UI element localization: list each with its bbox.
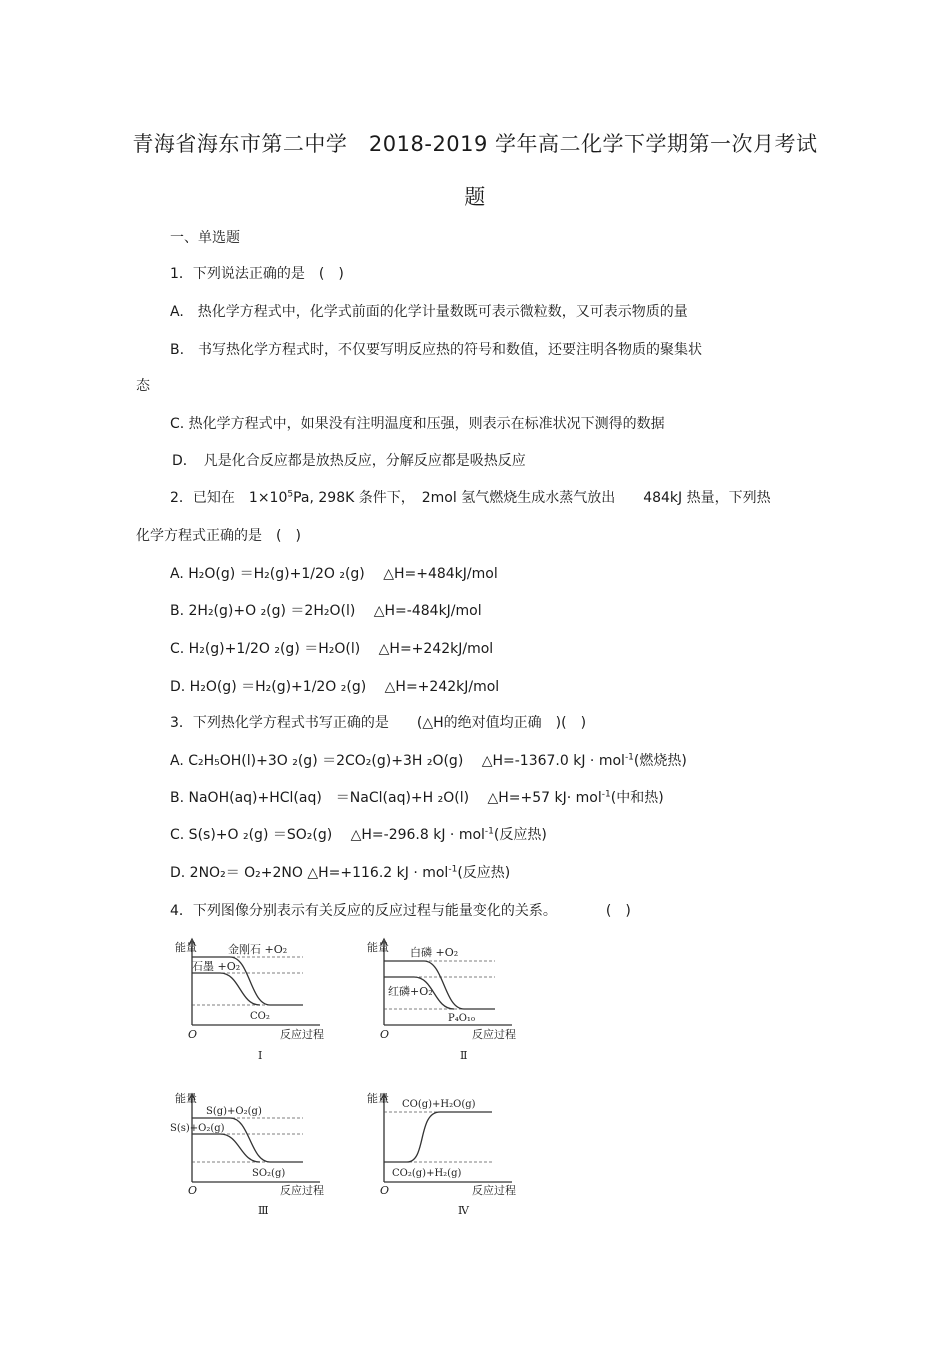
product-label: CO₂ — [250, 1011, 270, 1022]
q3-d-sup: -1 — [448, 864, 458, 875]
product-label: SO₂(g) — [252, 1168, 286, 1179]
q3-option-b — [170, 787, 664, 807]
q2-stem-pre: 2．已知在 1×10 — [170, 490, 288, 506]
product-label: P₄O₁₀ — [448, 1013, 475, 1024]
q3-a-note: (燃烧热) — [633, 753, 687, 769]
q2-stem-cont: 化学方程式正确的是 ( ) — [136, 528, 301, 544]
diagram-roman: Ⅰ — [258, 1049, 263, 1062]
curve-middle — [192, 973, 260, 1005]
q2-stem — [170, 487, 771, 507]
q2-option-a: A. H₂O(g) ＝H₂(g)+1/2O ₂(g) △H=+484kJ/mol — [170, 566, 498, 582]
y-axis-label: 能量 — [175, 941, 197, 954]
q2-option-c: C. H₂(g)+1/2O ₂(g) ＝H₂O(l) △H=+242kJ/mol — [170, 641, 494, 657]
q1-option-c: C. 热化学方程式中，如果没有注明温度和压强，则表示在标准状况下测得的数据 — [170, 416, 665, 432]
diagram-roman: Ⅱ — [460, 1049, 468, 1062]
product-label: CO₂(g)+H₂(g) — [392, 1168, 462, 1179]
section-heading: 一、单选题 — [170, 230, 240, 246]
energy-diagram-1 — [170, 935, 340, 1065]
document-title-line1: 青海省海东市第二中学 2018-2019 学年高二化学下学期第一次月考试 — [132, 132, 818, 156]
q3-d-text: D. 2NO₂＝ O₂+2NO △H=+116.2 kJ · mol — [170, 865, 449, 881]
origin-label: O — [380, 1184, 390, 1197]
q1-option-d: D． 凡是化合反应都是放热反应，分解反应都是吸热反应 — [172, 453, 526, 469]
q3-d-note: (反应热) — [457, 865, 511, 881]
origin-label: O — [380, 1028, 390, 1041]
q4-stem: 4．下列图像分别表示有关反应的反应过程与能量变化的关系。 ( ) — [170, 903, 631, 919]
middle-label: 石墨 +O₂ — [192, 960, 241, 973]
middle-label: 红磷+O₂ — [388, 985, 433, 998]
x-axis-label: 反应过程 — [280, 1028, 324, 1041]
energy-diagram-2 — [362, 935, 532, 1065]
q3-b-text: B. NaOH(aq)+HCl(aq) ＝NaCl(aq)+H ₂O(l) △H=+57 kJ· mol — [170, 790, 602, 806]
q1-option-a: A. 热化学方程式中，化学式前面的化学计量数既可表示微粒数，又可表示物质的量 — [170, 304, 688, 320]
q1-stem: 1．下列说法正确的是 ( ) — [170, 266, 344, 282]
q2-stem-post: Pa, 298K 条件下， 2mol 氢气燃烧生成水蒸气放出 484kJ 热量，下列热 — [293, 490, 771, 506]
middle-label: S(s)+O₂(g) — [170, 1123, 225, 1134]
q3-a-text: A. C₂H₅OH(l)+3O ₂(g) ＝2CO₂(g)+3H ₂O(g) △H=-1367.0 kJ · mol — [170, 753, 625, 769]
upper-label: 白磷 +O₂ — [410, 946, 459, 959]
q1-option-b-cont: 态 — [136, 378, 150, 394]
diagram-roman: Ⅳ — [458, 1204, 469, 1217]
upper-label: CO(g)+H₂O(g) — [402, 1099, 476, 1110]
y-axis-label: 能量 — [367, 941, 389, 954]
diagram-roman: Ⅲ — [258, 1204, 269, 1217]
q3-b-sup: -1 — [601, 789, 611, 800]
q2-option-b: B. 2H₂(g)+O ₂(g) ＝2H₂O(l) △H=-484kJ/mol — [170, 603, 482, 619]
q3-c-text: C. S(s)+O ₂(g) ＝SO₂(g) △H=-296.8 kJ · mol — [170, 827, 485, 843]
q3-b-note: (中和热) — [610, 790, 664, 806]
q3-a-sup: -1 — [624, 752, 634, 763]
y-axis-label: 能量 — [367, 1092, 389, 1105]
q2-stem-sup: 5 — [287, 489, 294, 500]
origin-label: O — [188, 1184, 198, 1197]
document-title-line2: 题 — [464, 185, 486, 209]
x-axis-label: 反应过程 — [472, 1184, 516, 1197]
q3-option-a — [170, 750, 687, 770]
y-axis-label: 能量 — [175, 1092, 197, 1105]
q2-option-d: D. H₂O(g) ＝H₂(g)+1/2O ₂(g) △H=+242kJ/mol — [170, 679, 500, 695]
x-axis-label: 反应过程 — [472, 1028, 516, 1041]
x-axis-label: 反应过程 — [280, 1184, 324, 1197]
q3-c-note: (反应热) — [493, 827, 547, 843]
upper-label: 金刚石 +O₂ — [228, 943, 288, 956]
energy-diagram-3 — [170, 1090, 340, 1220]
q3-stem: 3．下列热化学方程式书写正确的是 (△H的绝对值均正确 )( ) — [170, 715, 587, 731]
energy-diagram-4 — [362, 1090, 532, 1220]
upper-label: S(g)+O₂(g) — [206, 1106, 262, 1117]
origin-label: O — [188, 1028, 198, 1041]
curve — [384, 1112, 492, 1162]
q3-option-c — [170, 824, 547, 844]
q3-option-d — [170, 862, 510, 882]
q1-option-b: B. 书写热化学方程式时，不仅要写明反应热的符号和数值，还要注明各物质的聚集状 — [170, 342, 703, 358]
q3-c-sup: -1 — [484, 826, 494, 837]
